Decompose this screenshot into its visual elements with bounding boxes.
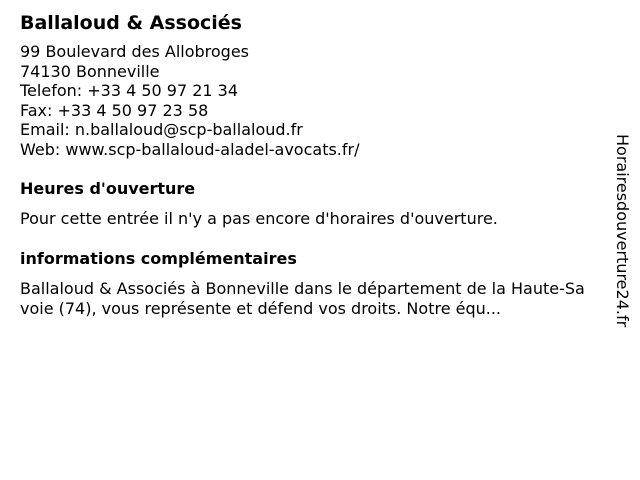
website: Web: www.scp-ballaloud-aladel-avocats.fr/ <box>20 139 360 159</box>
listing-content <box>20 10 592 319</box>
fax-number: Fax: +33 4 50 97 23 58 <box>20 100 209 120</box>
address-city: 74130 Bonneville <box>20 61 160 81</box>
additional-info-text: Ballaloud & Associés à Bonneville dans le département de la Haute-Savoie (74), vous représente et défend vos droits. Notre équ... <box>20 279 585 318</box>
additional-info-heading: informations complémentaires <box>20 249 297 268</box>
opening-hours-text: Pour cette entrée il n'y a pas encore d'horaires d'ouverture. <box>20 209 498 228</box>
email-address: Email: n.ballaloud@scp-ballaloud.fr <box>20 120 303 139</box>
phone-number: Telefon: +33 4 50 97 21 34 <box>20 81 239 100</box>
address-street: 99 Boulevard des Allobroges <box>20 42 250 61</box>
site-watermark: Horairesdouverture24.fr <box>613 134 632 328</box>
opening-hours-heading: Heures d'ouverture <box>20 179 196 198</box>
business-name: Ballaloud & Associés <box>20 12 242 34</box>
